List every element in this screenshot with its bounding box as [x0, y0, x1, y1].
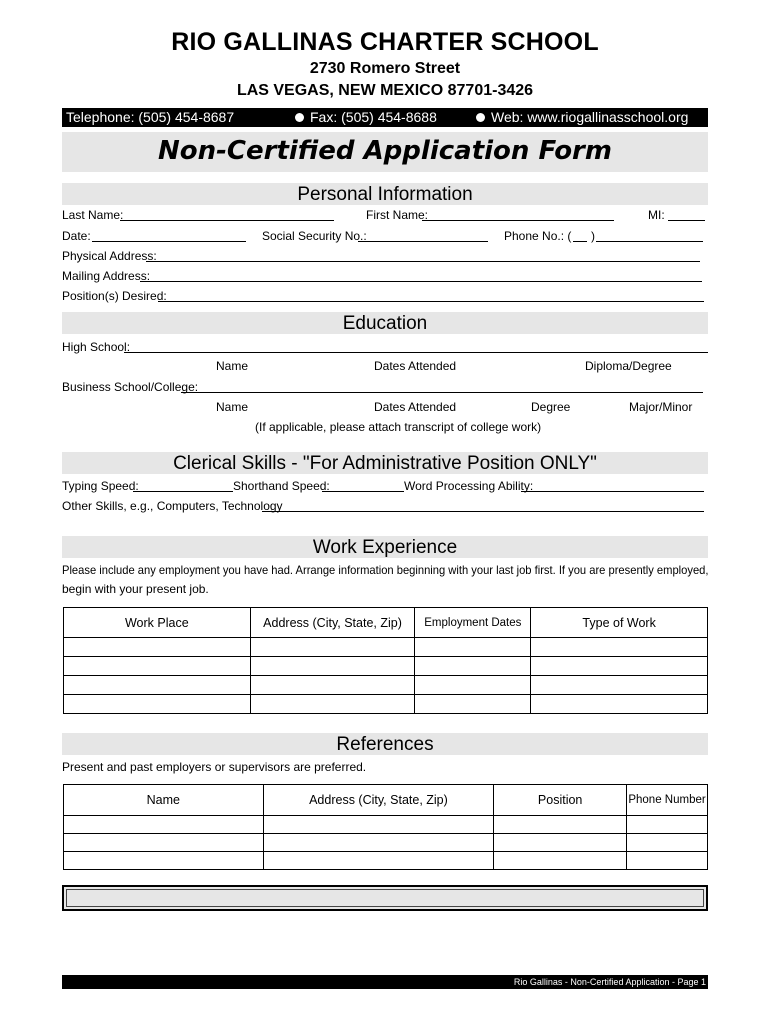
footer-bar: [62, 975, 708, 989]
work-col-header: Employment Dates: [415, 608, 531, 638]
table-cell[interactable]: [250, 676, 415, 695]
mi-label: MI:: [648, 208, 665, 222]
table-cell[interactable]: [415, 657, 531, 676]
date-label: Date:: [62, 229, 91, 243]
table-cell[interactable]: [627, 852, 708, 870]
table-cell[interactable]: [415, 695, 531, 714]
table-cell[interactable]: [250, 657, 415, 676]
ref-col-header: Name: [64, 785, 264, 816]
table-cell[interactable]: [250, 638, 415, 657]
work-table: [63, 607, 708, 714]
table-cell[interactable]: [64, 676, 251, 695]
table-cell[interactable]: [263, 834, 494, 852]
other-skills-field[interactable]: [262, 511, 704, 512]
positions-field[interactable]: [158, 301, 704, 302]
contact-bar: [62, 108, 708, 127]
bs-name-caption: Name: [216, 400, 249, 414]
bullet-icon: [295, 113, 304, 122]
web-group: [476, 108, 688, 127]
table-cell[interactable]: [531, 676, 708, 695]
physical-address-field[interactable]: [146, 261, 700, 262]
mi-field[interactable]: [668, 220, 705, 221]
footer-text: Rio Gallinas - Non-Certified Application - Page 1: [513, 977, 706, 987]
web: Web: www.riogallinasschool.org: [491, 109, 689, 125]
table-cell[interactable]: [531, 657, 708, 676]
area-code-field[interactable]: [573, 241, 587, 242]
telephone: Telephone: (505) 454-8687: [66, 109, 235, 125]
table-row[interactable]: [64, 816, 708, 834]
clerical-heading: Clerical Skills - "For Administrative Position ONLY": [173, 453, 597, 474]
first-name-label: First Name:: [366, 208, 429, 222]
table-cell[interactable]: [415, 676, 531, 695]
table-row[interactable]: [64, 676, 708, 695]
table-cell[interactable]: [64, 695, 251, 714]
table-cell[interactable]: [415, 638, 531, 657]
table-row[interactable]: [64, 657, 708, 676]
work-col-header: Address (City, State, Zip): [250, 608, 415, 638]
references-heading: References: [336, 734, 434, 755]
shorthand-speed-field[interactable]: [322, 491, 404, 492]
table-cell[interactable]: [627, 834, 708, 852]
form-title: Non-Certified Application Form: [158, 136, 612, 166]
table-cell[interactable]: [250, 695, 415, 714]
personal-heading: Personal Information: [297, 184, 473, 205]
table-cell[interactable]: [263, 852, 494, 870]
table-cell[interactable]: [263, 816, 494, 834]
work-instructions-1: Please include any employment you have had. Arrange information beginning with your last job first. If you are presently employed,: [62, 563, 709, 577]
work-instructions-2: begin with your present job.: [62, 582, 209, 596]
fax-group: [295, 108, 437, 127]
mailing-address-field[interactable]: [140, 281, 702, 282]
table-cell[interactable]: [64, 834, 264, 852]
ref-col-header: Phone Number: [627, 785, 708, 816]
last-name-field[interactable]: [120, 220, 334, 221]
signature-box-inner: [66, 889, 704, 907]
street-address: 2730 Romero Street: [309, 60, 461, 77]
high-school-field[interactable]: [124, 352, 708, 353]
other-skills-label: Other Skills, e.g., Computers, Technology: [62, 499, 283, 513]
bullet-icon: [476, 113, 485, 122]
first-name-field[interactable]: [422, 220, 614, 221]
education-heading: Education: [342, 313, 428, 334]
ref-col-header: Address (City, State, Zip): [263, 785, 494, 816]
work-heading: Work Experience: [312, 537, 458, 558]
references-table-header: [64, 785, 708, 816]
table-cell[interactable]: [494, 816, 627, 834]
transcript-note: (If applicable, please attach transcript of college work): [255, 420, 542, 434]
high-school-label: High School:: [62, 340, 131, 354]
physical-address-label: Physical Address:: [62, 249, 157, 263]
city-state: LAS VEGAS, NEW MEXICO 87701-3426: [236, 82, 534, 99]
typing-speed-label: Typing Speed:: [62, 479, 139, 493]
table-cell[interactable]: [64, 816, 264, 834]
school-name: RIO GALLINAS CHARTER SCHOOL: [171, 28, 599, 56]
table-cell[interactable]: [627, 816, 708, 834]
references-note: Present and past employers or supervisors are preferred.: [62, 760, 367, 774]
references-table: [63, 784, 708, 870]
business-school-label: Business School/College:: [62, 380, 199, 394]
bs-degree-caption: Degree: [531, 400, 571, 414]
table-row[interactable]: [64, 834, 708, 852]
table-cell[interactable]: [494, 852, 627, 870]
table-cell[interactable]: [64, 852, 264, 870]
table-row[interactable]: [64, 695, 708, 714]
bs-major-caption: Major/Minor: [629, 400, 693, 414]
table-cell[interactable]: [64, 638, 251, 657]
signature-box[interactable]: [62, 885, 708, 911]
phone-field[interactable]: [596, 241, 703, 242]
hs-diploma-caption: Diploma/Degree: [585, 359, 672, 373]
work-table-header: [64, 608, 708, 638]
date-field[interactable]: [92, 241, 246, 242]
business-school-field[interactable]: [181, 392, 703, 393]
shorthand-speed-label: Shorthand Speed:: [233, 479, 330, 493]
hs-name-caption: Name: [216, 359, 249, 373]
table-row[interactable]: [64, 852, 708, 870]
phone-label: Phone No.: (: [504, 229, 572, 243]
fax: Fax: (505) 454-8688: [310, 109, 437, 125]
work-col-header: Type of Work: [531, 608, 708, 638]
work-col-header: Work Place: [64, 608, 251, 638]
table-cell[interactable]: [531, 638, 708, 657]
ssn-label: Social Security No.:: [262, 229, 367, 243]
mailing-address-label: Mailing Address:: [62, 269, 151, 283]
ref-col-header: Position: [494, 785, 627, 816]
positions-label: Position(s) Desired:: [62, 289, 167, 303]
last-name-label: Last Name:: [62, 208, 124, 222]
phone-close-paren: ): [591, 229, 595, 243]
table-cell[interactable]: [494, 834, 627, 852]
bs-dates-caption: Dates Attended: [374, 400, 457, 414]
table-row[interactable]: [64, 638, 708, 657]
word-processing-label: Word Processing Ability:: [404, 479, 534, 493]
table-cell[interactable]: [64, 657, 251, 676]
typing-speed-field[interactable]: [133, 491, 233, 492]
table-cell[interactable]: [531, 695, 708, 714]
hs-dates-caption: Dates Attended: [374, 359, 457, 373]
ssn-field[interactable]: [358, 241, 488, 242]
word-processing-field[interactable]: [521, 491, 704, 492]
